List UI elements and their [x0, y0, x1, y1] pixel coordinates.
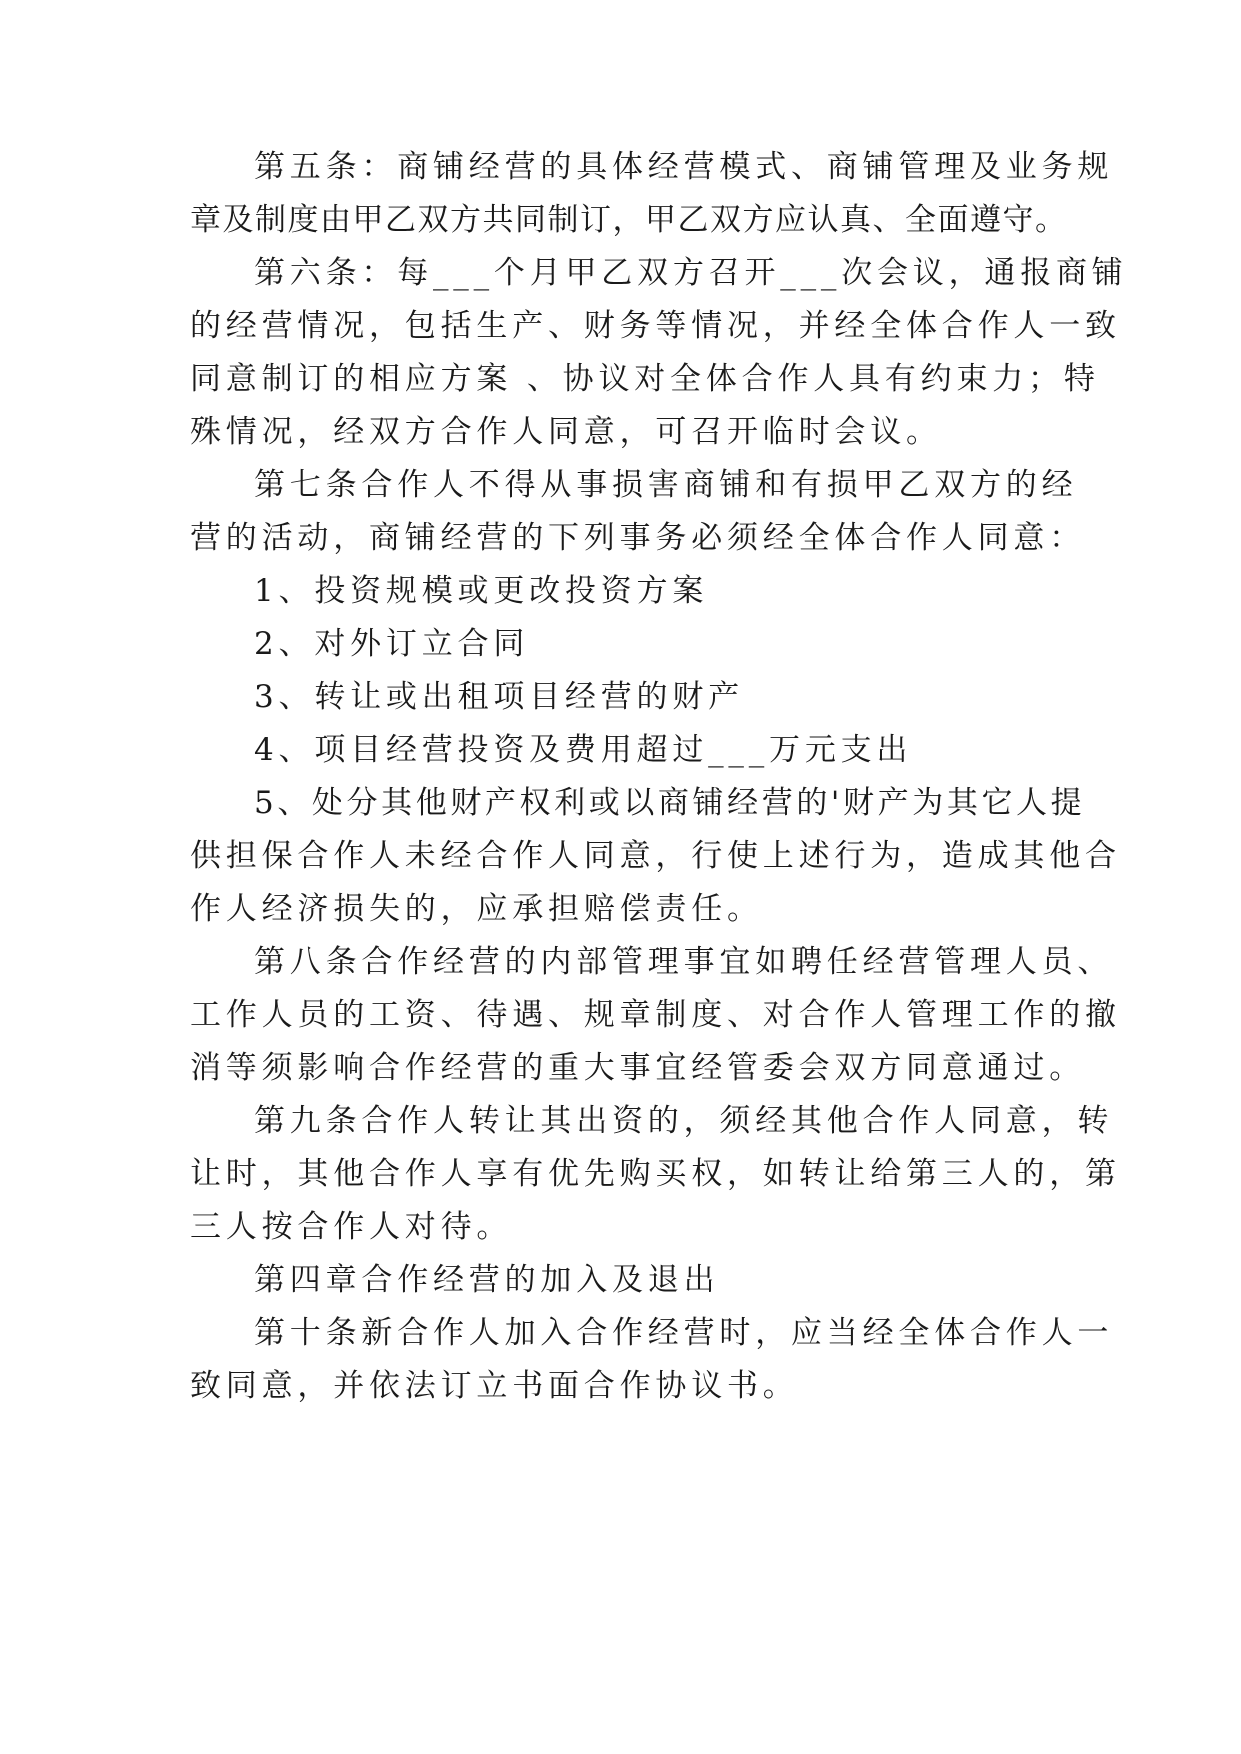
article-10-line-1: 第十条新合作人加入合作经营时，应当经全体合作人一 — [254, 1315, 1114, 1351]
article-6-line-1: 第六条：每___个月甲乙双方召开___次会议，通报商铺 — [254, 255, 1128, 291]
article-8-line-2: 工作人员的工资、待遇、规章制度、对合作人管理工作的撤 — [190, 997, 1121, 1033]
article-7-line-2: 营的活动，商铺经营的下列事务必须经全体合作人同意： — [190, 520, 1085, 556]
list-item-3: 3、转让或出租项目经营的财产 — [254, 679, 744, 715]
list-item-2: 2、对外订立合同 — [254, 626, 530, 662]
article-7-line-1: 第七条合作人不得从事损害商铺和有损甲乙双方的经 — [254, 467, 1078, 503]
article-9-line-2: 让时，其他合作人享有优先购买权，如转让给第三人的，第 — [190, 1156, 1121, 1192]
article-10-line-2: 致同意，并依法订立书面合作协议书。 — [190, 1368, 799, 1404]
article-6-line-2: 的经营情况，包括生产、财务等情况，并经全体合作人一致 — [190, 308, 1121, 344]
article-9-line-1: 第九条合作人转让其出资的，须经其他合作人同意，转 — [254, 1103, 1114, 1139]
article-5-line-1: 第五条：商铺经营的具体经营模式、商铺管理及业务规 — [254, 149, 1114, 185]
list-item-4: 4、项目经营投资及费用超过___万元支出 — [254, 732, 913, 768]
article-9-line-3: 三人按合作人对待。 — [190, 1209, 513, 1245]
list-item-5-line-2: 供担保合作人未经合作人同意，行使上述行为，造成其他合 — [190, 838, 1121, 874]
article-5-line-2: 章及制度由甲乙双方共同制订，甲乙双方应认真、全面遵守。 — [190, 202, 1068, 238]
article-6-line-4: 殊情况，经双方合作人同意，可召开临时会议。 — [190, 414, 942, 450]
list-item-1: 1、投资规模或更改投资方案 — [254, 573, 709, 609]
chapter-4-heading: 第四章合作经营的加入及退出 — [254, 1262, 720, 1298]
article-6-line-3: 同意制订的相应方案 、协议对全体合作人具有约束力；特 — [190, 361, 1100, 397]
list-item-5-line-1: 5、处分其他财产权利或以商铺经营的'财产为其它人提 — [254, 785, 1086, 821]
article-8-line-1: 第八条合作经营的内部管理事宜如聘任经营管理人员、 — [254, 944, 1114, 980]
list-item-5-line-3: 作人经济损失的，应承担赔偿责任。 — [190, 891, 763, 927]
article-8-line-3: 消等须影响合作经营的重大事宜经管委会双方同意通过。 — [190, 1050, 1085, 1086]
